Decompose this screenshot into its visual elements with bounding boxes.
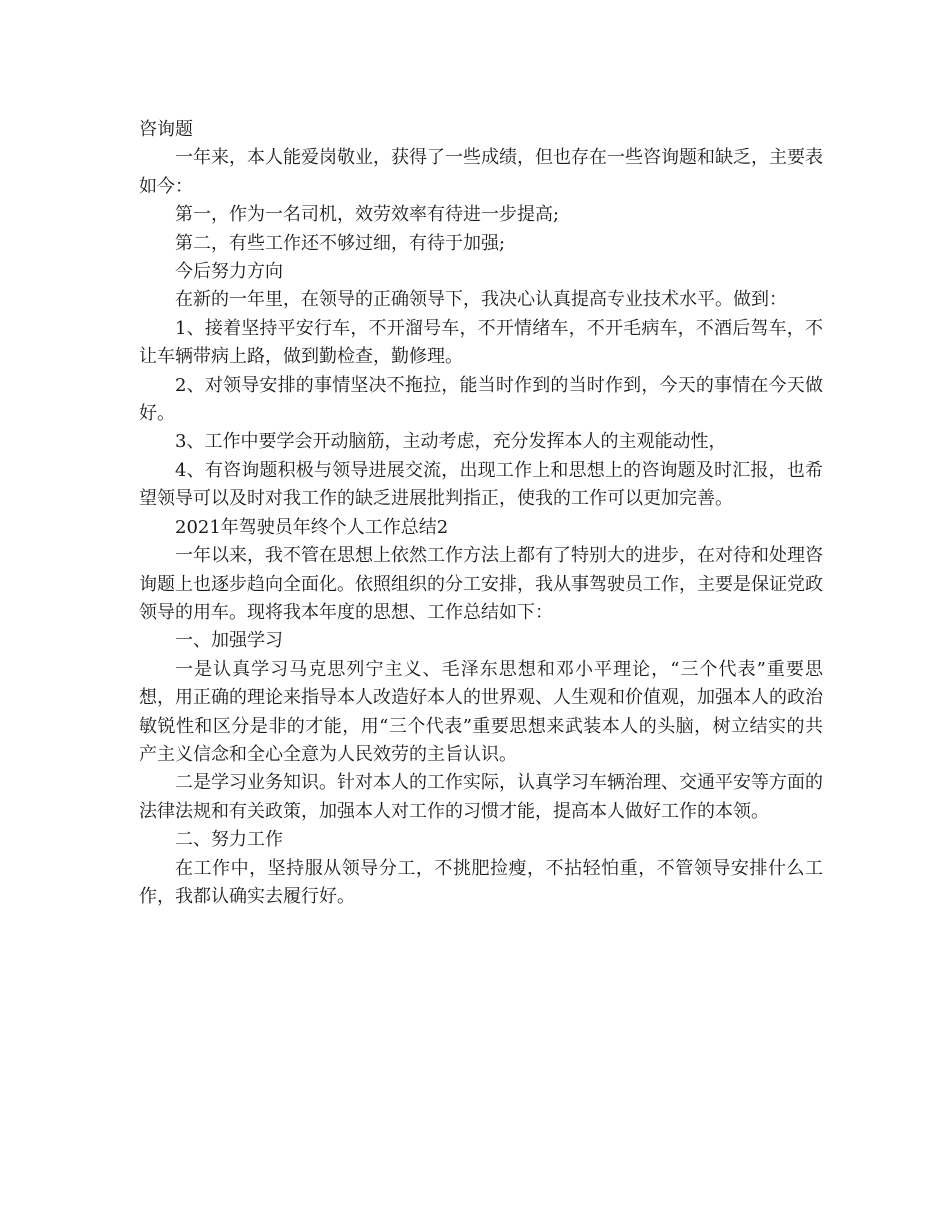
paragraph-problem-1: 第一，作为一名司机，效劳效率有待进一步提高; [175,204,560,226]
paragraph-goal-3: 3、工作中要学会开动脑筋，主动考虑，充分发挥本人的主观能动性， [175,431,727,453]
paragraph-goal-1: 1、接着坚持平安行车，不开溜号车，不开情绪车，不开毛病车，不酒后驾车，不让车辆带病上路，做到勤检查，勤修理。 [139,317,823,368]
paragraph-summary-intro: 一年以来，我不管在思想上依然工作方法上都有了特别大的进步，在对待和处理咨询题上也逐步趋向全面化。依照组织的分工安排，我从事驾驶员工作，主要是保证党政领导的用车。现将我本年度的思想、工作总结如下： [139,545,823,623]
paragraph-goal-2: 2、对领导安排的事情坚决不拖拉，能当时作到的当时作到，今天的事情在今天做好。 [139,374,823,425]
paragraph-heading-work: 二、努力工作 [175,829,283,851]
paragraph-work-1: 在工作中，坚持服从领导分工，不挑肥捡瘦，不拈轻怕重，不管领导安排什么工作，我都认确实去履行好。 [139,857,823,907]
paragraph-problems-intro: 一年来，本人能爱岗敬业，获得了一些成绩，但也存在一些咨询题和缺乏，主要表如今： [139,147,823,197]
paragraph-section-title-2: 2021年驾驶员年终个人工作总结2 [175,516,449,538]
paragraph-goal-4: 4、有咨询题积极与领导进展交流，出现工作上和思想上的咨询题及时汇报，也希望领导可以及时对我工作的缺乏进展批判指正，使我的工作可以更加完善。 [139,459,823,510]
paragraph-heading-study: 一、加强学习 [175,630,283,652]
paragraph-study-1: 一是认真学习马克思列宁主义、毛泽东思想和邓小平理论，“三个代表”重要思想，用正确的理论来指导本人改造好本人的世界观、人生观和价值观，加强本人的政治敏锐性和区分是非的才能，用“三个代表”重要思想来武装本人的头脑，树立结实的共产主义信念和全心全意为人民效劳的主旨认识。 [139,658,823,765]
paragraph-heading-problems: 咨询题 [139,119,193,140]
paragraph-problem-2: 第二，有些工作还不够过细，有待于加强; [175,232,506,254]
document-body [139,116,823,911]
paragraph-direction-intro: 在新的一年里，在领导的正确领导下，我决心认真提高专业技术水平。做到： [175,289,787,311]
paragraph-heading-direction: 今后努力方向 [175,261,283,283]
paragraph-study-2: 二是学习业务知识。针对本人的工作实际，认真学习车辆治理、交通平安等方面的法律法规和有关政策，加强本人对工作的习惯才能，提高本人做好工作的本领。 [139,772,823,822]
